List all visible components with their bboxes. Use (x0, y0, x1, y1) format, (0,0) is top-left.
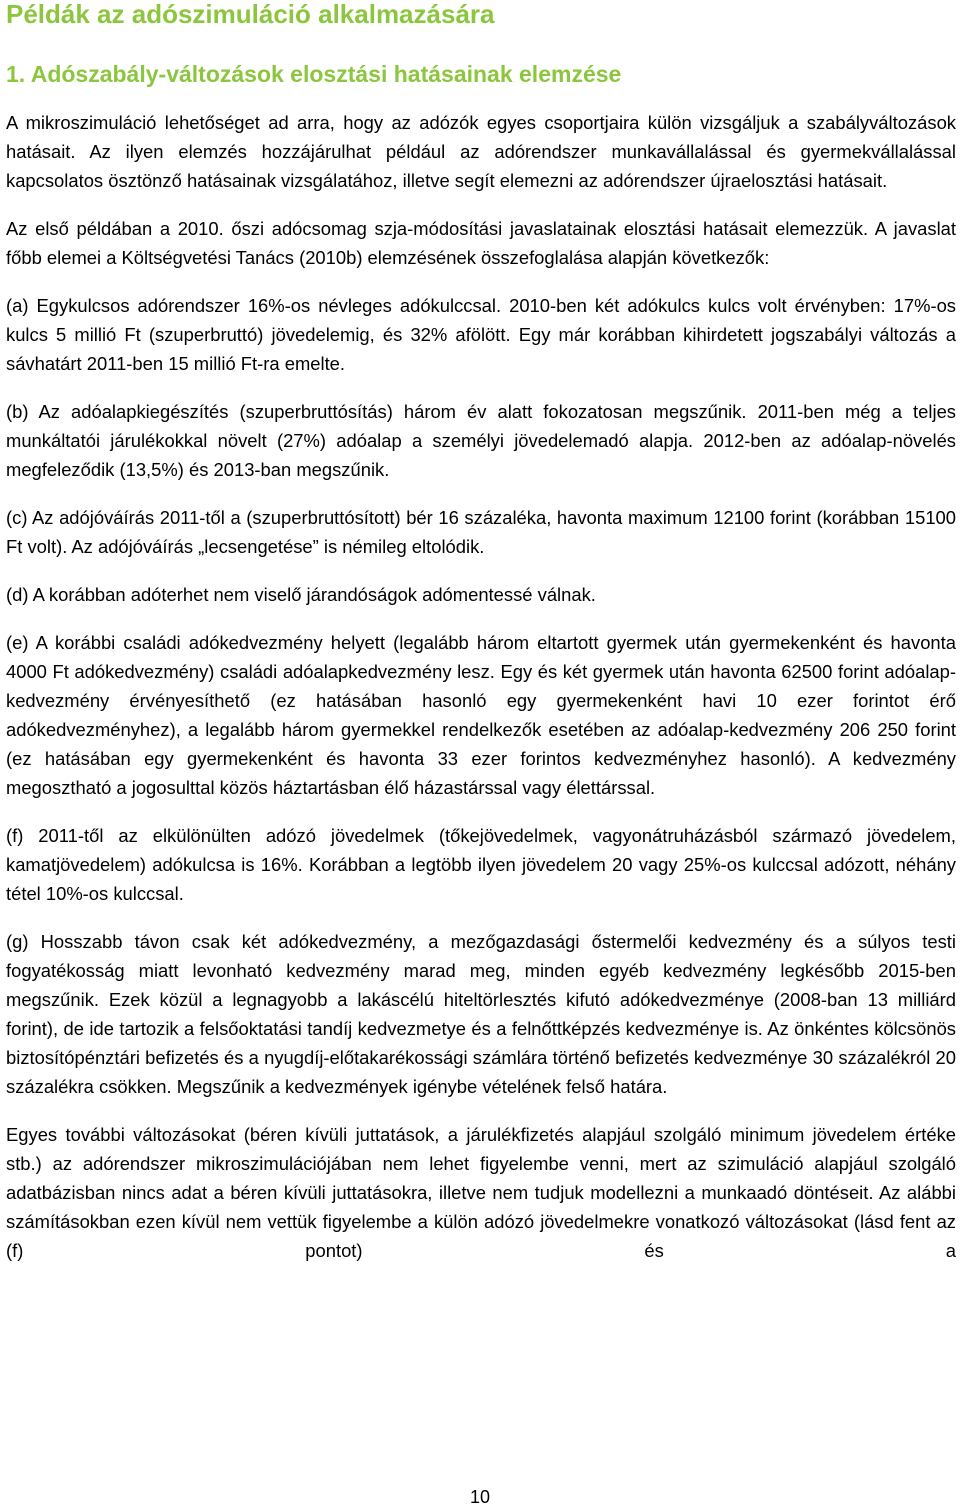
paragraph-intro: A mikroszimuláció lehetőséget ad arra, hogy az adózók egyes csoportjaira külön vizsgáljuk a szabályváltozások hatásait. Az ilyen elemzés hozzájárulhat például az adórendszer munkavállalással és gyermekvállalással kapcsolatos ösztönző hatásainak vizsgálatához, illetve segít elemezni az adórendszer újraelosztási hatásait. (6, 112, 956, 191)
paragraph-item-d: (d) A korábban adóterhet nem viselő járandóságok adómentessé válnak. (6, 584, 596, 605)
paragraph-item-c: (c) Az adójóváírás 2011-től a (szuperbruttósított) bér 16 százaléka, havonta maximum 12100 forint (korábban 15100 Ft volt). Az adójóváírás „lecsengetése” is némileg eltolódik. (6, 507, 956, 557)
paragraph-further-changes: Egyes további változásokat (béren kívüli juttatások, a járulékfizetés alapjául szolgáló minimum jövedelem értéke stb.) az adórendszer mikroszimulációjában nem lehet figyelembe venni, mert az szimuláció alapjául szolgáló adatbázisban nincs adat a béren kívüli juttatásokra, illetve nem tudjuk modellezni a munkaadó döntéseit. Az alábbi számításokban ezen kívül nem vettük figyelembe a külön adózó jövedelmekre vonatkozó változásokat (lásd fent az (f) pontot) és a (6, 1124, 956, 1261)
page-number: 10 (469, 1487, 491, 1507)
paragraph-item-g: (g) Hosszabb távon csak két adókedvezmény, a mezőgazdasági őstermelői kedvezmény és a súlyos testi fogyatékosság miatt levonható kedvezmény marad meg, minden egyéb kedvezmény legkésőbb 2015-ben megszűnik. Ezek közül a legnagyobb a lakáscélú hiteltörlesztés kifutó adókedvezménye (2008-ban 13 milliárd forint), de ide tartozik a felsőoktatási tandíj kedvezmetye és a felnőttképzés kedvezménye is. Az önkéntes kölcsönös biztosítópénztári befizetés és a nyugdíj-előtakarékossági számlára történő befizetés kedvezménye 30 százalékról 20 százalékra csökken. Megszűnik a kedvezmények igénybe vételének felső határa. (6, 931, 956, 1097)
paragraph-item-f: (f) 2011-től az elkülönülten adózó jövedelmek (tőkejövedelmek, vagyonátruházásból származó jövedelem, kamatjövedelem) adókulcsa is 16%. Korábban a legtöbb ilyen jövedelem 20 vagy 25%-os kulccsal adózott, néhány tétel 10%-os kulccsal. (6, 825, 956, 904)
paragraph-item-a: (a) Egykulcsos adórendszer 16%-os névleges adókulccsal. 2010-ben két adókulcs kulcs volt érvényben: 17%-os kulcs 5 millió Ft (szuperbruttó) jövedelemig, és 32% afölött. Egy már korábban kihirdetett jogszabályi változás a sávhatárt 2011-ben 15 millió Ft-ra emelte. (6, 295, 956, 374)
paragraph-item-e: (e) A korábbi családi adókedvezmény helyett (legalább három eltartott gyermek után gyermekenként és havonta 4000 Ft adókedvezmény) családi adóalapkedvezmény lesz. Egy és két gyermek után havonta 62500 forint adóalap-kedvezmény érvényesíthető (ez hatásában hasonló egy gyermekenként havi 10 ezer forintot érő adókedvezményhez), a legalább három gyermekkel rendelkezők esetében az adóalap-kedvezmény 206 250 forint (ez hatásában egy gyermekenként és havonta 33 ezer forintos kedvezményhez hasonló). A kedvezmény megosztható a jogosulttal közös háztartásban élő házastárssal vagy élettárssal. (6, 632, 956, 798)
paragraph-first-example: Az első példában a 2010. őszi adócsomag szja-módosítási javaslatainak elosztási hatásait elemezzük. A javaslat főbb elemei a Költségvetési Tanács (2010b) elemzésének összefoglalása alapján következők: (6, 218, 956, 268)
section-heading: 1. Adószabály-változások elosztási hatásainak elemzése (6, 61, 622, 87)
page-title: Példák az adószimuláció alkalmazására (6, 0, 495, 29)
paragraph-item-b: (b) Az adóalapkiegészítés (szuperbruttósítás) három év alatt fokozatosan megszűnik. 2011-ben még a teljes munkáltatói járulékokkal növelt (27%) adóalap a személyi jövedelemadó alapja. 2012-ben az adóalap-növelés megfeleződik (13,5%) és 2013-ban megszűnik. (6, 401, 956, 480)
body-text (6, 108, 956, 1284)
